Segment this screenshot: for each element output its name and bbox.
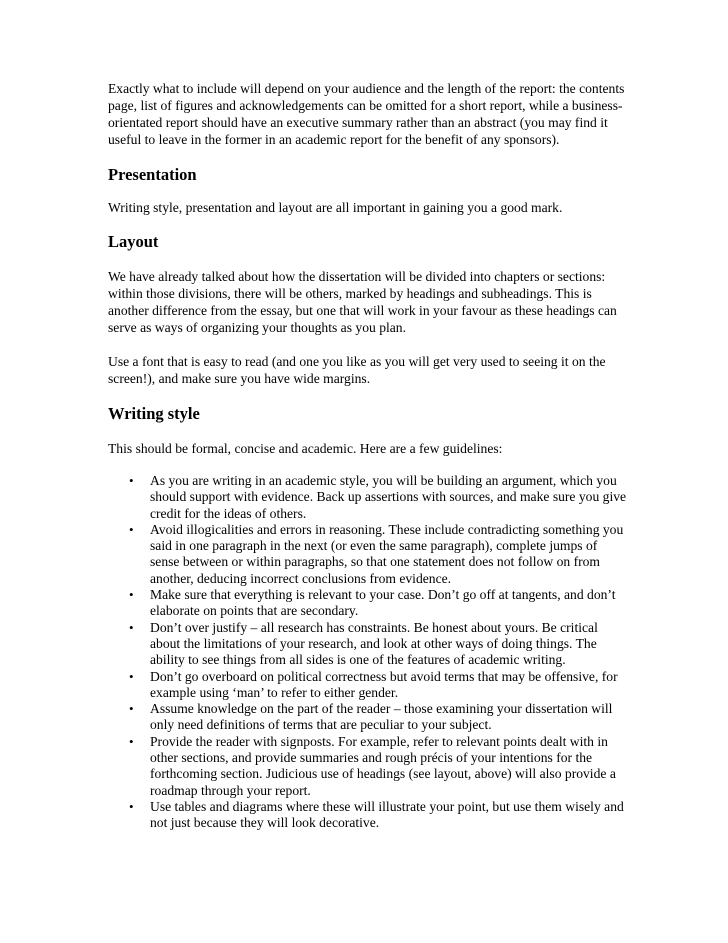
guideline-text: Make sure that everything is relevant to your case. Don’t go off at tangents, and don’t elaborate on points that are secondary. — [150, 587, 616, 619]
guideline-item — [108, 734, 628, 799]
guideline-item — [108, 799, 628, 832]
bullet-icon: • — [129, 521, 134, 537]
guideline-text: Provide the reader with signposts. For example, refer to relevant points dealt with in other sections, and provide summaries and rough précis of your intentions for the forthcoming section. Judicious use of headings (see layout, above) will also provide a roadmap through your report. — [150, 733, 616, 798]
bullet-icon: • — [129, 619, 134, 635]
presentation-paragraph: Writing style, presentation and layout are all important in gaining you a good mark. — [108, 200, 563, 215]
presentation-heading: Presentation — [108, 165, 197, 184]
guideline-item — [108, 522, 628, 587]
guideline-text: Don’t go overboard on political correctness but avoid terms that may be offensive, for example using ‘man’ to refer to either gender. — [150, 668, 618, 700]
writing-style-heading: Writing style — [108, 404, 200, 423]
guideline-text: Avoid illogicalities and errors in reasoning. These include contradicting something you said in one paragraph in the next (or even the same paragraph), complete jumps of sense between or within paragraphs, so that one statement does not follow on from another, deducing incorrect conclusions from evidence. — [150, 521, 624, 586]
guideline-item — [108, 669, 628, 702]
bullet-icon: • — [129, 701, 134, 717]
guideline-item — [108, 620, 628, 669]
guidelines-list — [108, 473, 628, 832]
intro-paragraph: Exactly what to include will depend on your audience and the length of the report: the contents page, list of figures and acknowledgements can be omitted for a short report, while a business-orientated report should have an executive summary rather than an abstract (you may find it useful to leave in the former in an academic report for the benefit of any sponsors). — [108, 81, 625, 147]
guideline-text: Assume knowledge on the part of the reader – those examining your dissertation will only need definitions of terms that are peculiar to your subject. — [150, 701, 613, 733]
bullet-icon: • — [129, 798, 134, 814]
bullet-icon: • — [129, 473, 134, 488]
guideline-item — [108, 587, 628, 620]
bullet-icon: • — [129, 587, 134, 603]
layout-paragraph-1: We have already talked about how the dissertation will be divided into chapters or sections: within those divisions, there will be others, marked by headings and subheadings. This is another difference from the essay, but one that will work in your favour as these headings can serve as ways of organizing your thoughts as you plan. — [108, 269, 617, 335]
writing-style-intro: This should be formal, concise and academic. Here are a few guidelines: — [108, 441, 503, 456]
layout-heading: Layout — [108, 232, 159, 251]
layout-paragraph-2: Use a font that is easy to read (and one you like as you will get very used to seeing it on the screen!), and make sure you have wide margins. — [108, 354, 606, 386]
guideline-text: Don’t over justify – all research has constraints. Be honest about yours. Be critical about the limitations of your research, and look at other ways of doing things. The ability to see things from all sides is one of the features of academic writing. — [150, 619, 598, 668]
guideline-item — [108, 473, 628, 522]
bullet-icon: • — [129, 668, 134, 684]
bullet-icon: • — [129, 733, 134, 749]
guideline-text: As you are writing in an academic style, you will be building an argument, which you should support with evidence. Back up assertions with sources, and make sure you give credit for the ideas of others. — [150, 473, 627, 521]
guideline-text: Use tables and diagrams where these will illustrate your point, but use them wisely and not just because they will look decorative. — [150, 798, 624, 831]
guideline-item — [108, 701, 628, 734]
document-page — [108, 80, 628, 832]
